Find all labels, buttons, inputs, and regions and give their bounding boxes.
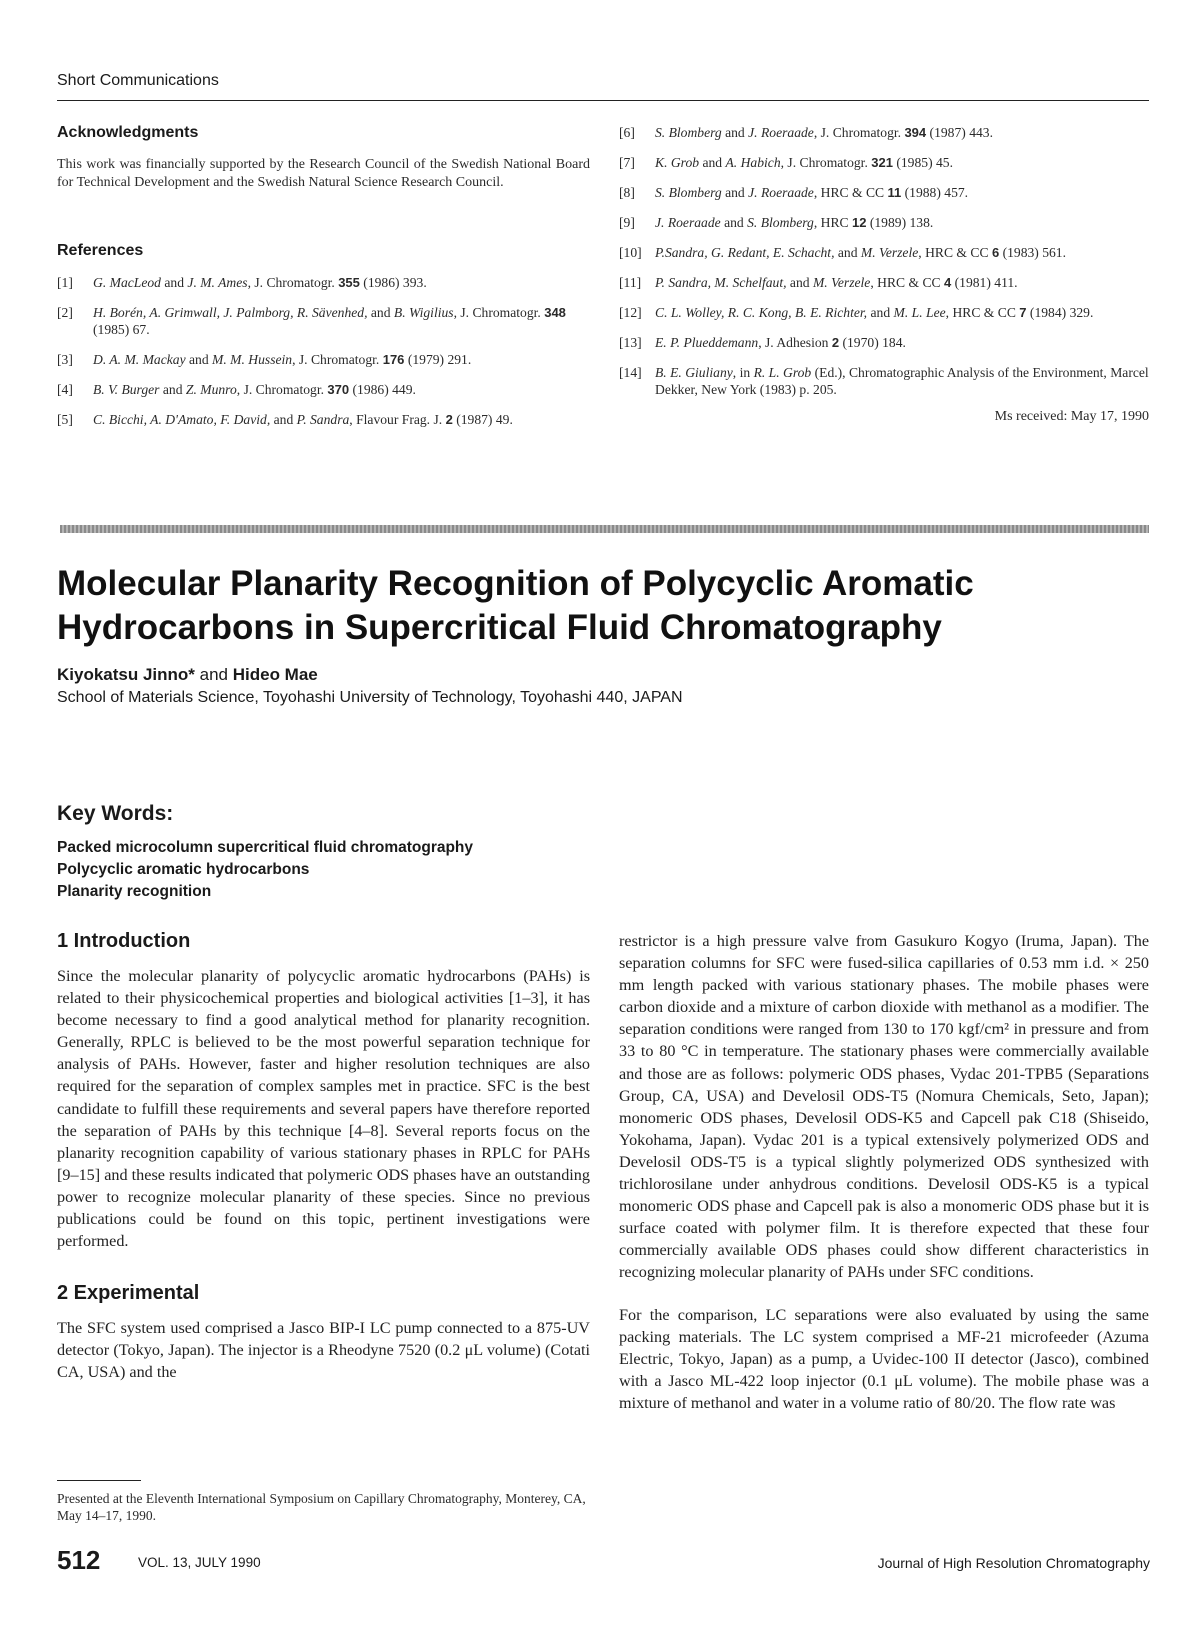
reference-pages: (1988) 457. <box>901 185 969 200</box>
reference-authors: K. Grob <box>655 155 700 170</box>
reference-volume: 321 <box>871 155 893 170</box>
reference-item <box>619 154 1149 171</box>
reference-pages: (1987) 443. <box>926 125 993 140</box>
reference-number: [3] <box>57 352 73 367</box>
reference-authors: Z. Munro <box>185 382 237 397</box>
reference-source: (Ed.), Chromatographic Analysis of the Environment, Marcel Dekker, New York (1983) p. 205. <box>655 365 1149 397</box>
reference-item <box>619 214 1149 231</box>
reference-number: [4] <box>57 382 73 397</box>
reference-authors: M. L. Lee <box>893 305 946 320</box>
reference-volume: 2 <box>445 412 453 427</box>
reference-number: [2] <box>57 305 73 320</box>
reference-authors: B. E. Giuliany <box>655 365 733 380</box>
reference-authors: C. L. Wolley, R. C. Kong, B. E. Richter, <box>655 305 868 320</box>
reference-text <box>655 154 1149 171</box>
reference-text <box>93 381 590 398</box>
header-rule <box>57 100 1149 101</box>
reference-authors: M. M. Hussein <box>212 352 293 367</box>
reference-joiner: and <box>867 305 894 320</box>
experimental-heading: 2 Experimental <box>57 1282 200 1305</box>
reference-authors: J. M. Ames <box>187 275 248 290</box>
reference-authors: C. Bicchi, A. D'Amato, F. David, <box>93 412 271 427</box>
reference-number: [8] <box>619 185 635 200</box>
reference-source: , HRC & CC <box>945 305 1020 320</box>
reference-joiner: and <box>185 352 213 367</box>
reference-item <box>619 244 1149 261</box>
reference-item <box>57 351 590 368</box>
reference-volume: 6 <box>991 245 1000 260</box>
reference-item <box>619 334 1149 351</box>
reference-number: [10] <box>619 245 642 260</box>
reference-number: [5] <box>57 412 73 427</box>
reference-pages: (1987) 49. <box>452 412 513 427</box>
running-head: Short Communications <box>57 72 219 89</box>
reference-volume: 355 <box>338 275 360 290</box>
lc-comparison-text: For the comparison, LC separations were also evaluated by using the same packing materials. The LC system comprised a MF-21 microfeeder (Azuma Electric, Tokyo, Japan) as a pump, a Uvidec-100 II detector (Jasco), combined with a Jasco ML-422 loop injector (0.1 μL volume). The mobile phase was a mixture of methanol and water in a volume ratio of 80/20. The flow rate was <box>619 1305 1149 1412</box>
reference-source: , HRC <box>813 215 852 230</box>
reference-item <box>57 274 590 291</box>
reference-authors: J. Roeraade <box>748 185 814 200</box>
article-title: Molecular Planarity Recognition of Polycyclic Aromatic Hydrocarbons in Supercritical Fluid Chromatography <box>57 564 974 647</box>
reference-joiner: and <box>270 412 297 427</box>
reference-joiner: and <box>699 155 726 170</box>
reference-source: , J. Chromatogr. <box>453 305 545 320</box>
reference-source: , J. Adhesion <box>758 335 832 350</box>
reference-text <box>93 274 590 291</box>
reference-joiner: and <box>159 382 186 397</box>
keywords-heading: Key Words: <box>57 802 174 825</box>
keywords-list <box>57 837 473 903</box>
reference-item <box>57 381 590 398</box>
reference-list-right <box>619 124 1149 398</box>
reference-text <box>655 304 1149 321</box>
reference-text <box>655 274 1149 291</box>
reference-number: [13] <box>619 335 642 350</box>
reference-source: , J. Chromatogr. <box>292 352 383 367</box>
reference-source: , HRC & CC <box>870 275 944 290</box>
reference-volume: 394 <box>904 125 927 140</box>
reference-text <box>655 214 1149 231</box>
reference-text <box>93 304 590 338</box>
reference-volume: 4 <box>944 275 952 290</box>
keyword-item: Polycyclic aromatic hydrocarbons <box>57 861 310 878</box>
reference-number: [9] <box>619 215 635 230</box>
reference-source: , Flavour Frag. J. <box>349 412 446 427</box>
reference-text <box>655 244 1149 261</box>
author-line <box>57 665 318 685</box>
reference-authors: A. Habich <box>725 155 781 170</box>
affiliation: School of Materials Science, Toyohashi University of Technology, Toyohashi 440, JAPAN <box>57 689 683 706</box>
reference-volume: 348 <box>544 305 566 320</box>
reference-volume: 370 <box>327 382 350 397</box>
author-2: Hideo Mae <box>232 665 318 684</box>
reference-pages: (1985) 67. <box>93 322 150 337</box>
reference-source: , HRC & CC <box>813 185 888 200</box>
reference-volume: 12 <box>851 215 867 230</box>
reference-pages: (1979) 291. <box>404 352 472 367</box>
acknowledgments-heading: Acknowledgments <box>57 124 199 141</box>
reference-pages: (1970) 184. <box>839 335 906 350</box>
reference-joiner: and <box>720 215 748 230</box>
reference-volume: 7 <box>1019 305 1027 320</box>
reference-number: [6] <box>619 125 635 140</box>
reference-authors: S. Blomberg <box>655 125 722 140</box>
reference-item <box>619 124 1149 141</box>
reference-source: , J. Chromatogr. <box>813 125 905 140</box>
reference-authors: R. L. Grob <box>753 365 812 380</box>
reference-pages: (1989) 138. <box>866 215 934 230</box>
reference-pages: (1986) 449. <box>349 382 416 397</box>
reference-text <box>93 351 590 368</box>
reference-text <box>655 364 1149 398</box>
footnote-rule <box>57 1480 141 1481</box>
introduction-heading: 1 Introduction <box>57 930 191 952</box>
journal-name: Journal of High Resolution Chromatography <box>877 1555 1150 1571</box>
reference-authors: D. A. M. Mackay <box>93 352 186 367</box>
keyword-item: Planarity recognition <box>57 883 212 900</box>
volume-line: VOL. 13, JULY 1990 <box>138 1555 261 1570</box>
body-left-column <box>57 930 590 1384</box>
reference-list-left <box>57 274 590 428</box>
reference-authors: S. Blomberg <box>655 185 722 200</box>
footnote: Presented at the Eleventh International Symposium on Capillary Chromatography, Monterey, CA, May 14–17, 1990. <box>57 1491 586 1523</box>
reference-source: , J. Chromatogr. <box>247 275 339 290</box>
reference-pages: (1984) 329. <box>1026 305 1094 320</box>
reference-joiner: and <box>721 125 749 140</box>
reference-item <box>57 304 590 338</box>
reference-item <box>619 274 1149 291</box>
ms-received: Ms received: May 17, 1990 <box>994 409 1149 424</box>
acknowledgments-text: This work was financially supported by the Research Council of the Swedish National Board for Technical Development and the Swedish Natural Science Research Council. <box>57 157 590 190</box>
reference-pages: (1981) 411. <box>951 275 1018 290</box>
reference-number: [11] <box>619 275 642 290</box>
reference-source: , J. Chromatogr. <box>780 155 872 170</box>
reference-authors: P.Sandra, G. Redant, E. Schacht, <box>655 245 835 260</box>
body-right-column <box>619 930 1149 1414</box>
reference-joiner: and <box>721 185 749 200</box>
reference-authors: M. Verzele <box>812 275 871 290</box>
page-number: 512 <box>57 1545 101 1575</box>
reference-authors: E. P. Plueddemann <box>655 335 759 350</box>
reference-authors: M. Verzele <box>860 245 919 260</box>
reference-item <box>57 411 590 428</box>
reference-pages: (1983) 561. <box>999 245 1066 260</box>
reference-pages: (1985) 45. <box>892 155 953 170</box>
reference-authors: H. Borén, A. Grimwall, J. Palmborg, R. Sävenhed, <box>93 305 368 320</box>
reference-number: [1] <box>57 275 73 290</box>
top-right-column <box>619 124 1149 425</box>
author-1: Kiyokatsu Jinno* <box>57 665 195 684</box>
reference-volume: 11 <box>887 185 902 200</box>
reference-authors: P. Sandra, M. Schelfaut, <box>655 275 787 290</box>
reference-text <box>655 334 1149 351</box>
reference-joiner: and <box>834 245 861 260</box>
reference-item <box>619 184 1149 201</box>
reference-authors: J. Roeraade <box>748 125 814 140</box>
reference-text <box>655 124 1149 141</box>
reference-number: [12] <box>619 305 642 320</box>
reference-text <box>655 184 1149 201</box>
keyword-item: Packed microcolumn supercritical fluid chromatography <box>57 839 474 856</box>
introduction-text: Since the molecular planarity of polycyclic aromatic hydrocarbons (PAHs) is related to their physicochemical properties and biological activities [1–3], it has become necessary to find a good analytical method for planarity recognition. Generally, RPLC is believed to be the most powerful separation technique for analysis of PAHs. However, faster and higher resolution techniques are also required for the separation of complex samples met in practice. SFC is the best candidate to fulfill these requirements and several papers have therefore reported the separation of PAHs by this technique [4–8]. Several reports focus on the planarity recognition capability of various stationary phases in RPLC for PAHs [9–15] and these results indicated that polymeric ODS phases have an outstanding power to recognize molecular planarity of these species. Since no previous publications could be found on this topic, pertinent investigations were performed. <box>57 967 590 1251</box>
reference-authors: J. Roeraade <box>655 215 721 230</box>
reference-source: , HRC & CC <box>918 245 992 260</box>
reference-number: [14] <box>619 365 642 380</box>
reference-item <box>619 364 1149 398</box>
section-divider-band <box>60 525 1149 533</box>
references-heading: References <box>57 242 144 259</box>
reference-volume: 176 <box>382 352 405 367</box>
author-and: and <box>194 665 233 684</box>
reference-text <box>93 411 590 428</box>
reference-number: [7] <box>619 155 635 170</box>
experimental-text: The SFC system used comprised a Jasco BIP-I LC pump connected to a 875-UV detector (Tokyo, Japan). The injector is a Rheodyne 7520 (0.2 μL volume) (Cotati CA, USA) and the <box>57 1319 590 1382</box>
reference-joiner: and <box>367 305 394 320</box>
reference-volume: 2 <box>831 335 840 350</box>
reference-pages: (1986) 393. <box>359 275 427 290</box>
reference-authors: S. Blomberg <box>747 215 814 230</box>
reference-source: , J. Chromatogr. <box>236 382 328 397</box>
reference-authors: G. MacLeod <box>93 275 161 290</box>
reference-authors: B. Wigilius <box>393 305 454 320</box>
reference-joiner: and <box>160 275 188 290</box>
reference-joiner: and <box>786 275 813 290</box>
reference-authors: P. Sandra <box>296 412 350 427</box>
reference-item <box>619 304 1149 321</box>
experimental-continued-text: restrictor is a high pressure valve from Gasukuro Kogyo (Iruma, Japan). The separation columns for SFC were fused-silica capillaries of 0.53 mm i.d. × 250 mm length packed with various stationary phases. The mobile phases were carbon dioxide and a mixture of carbon dioxide with methanol as a modifier. The separation conditions were ranged from 130 to 170 kgf/cm² in pressure and from 33 to 80 °C in temperature. The stationary phases were commercially available and those are as follows: polymeric ODS phases, Vydac 201-TPB5 (Separations Group, CA, USA) and Develosil ODS-T5 (Nomura Chemicals, Seto, Japan); monomeric ODS phases, Develosil ODS-K5 and Capcell pak C18 (Shiseido, Yokohama, Japan). Vydac 201 is a typical extensively polymerized ODS and Develosil ODS-T5 is a typical slightly polymerized ODS synthesized with trichlorosilane under anhydrous conditions. Develosil ODS-K5 is a typical monomeric ODS phase and Capcell pak is also a monomeric ODS phase but it is surface coated with polymer film. It is therefore expected that these four commercially available ODS phases could show different characteristics in recognizing molecular planarity of PAHs under SFC conditions. <box>619 932 1149 1282</box>
top-left-column <box>57 124 590 441</box>
reference-authors: B. V. Burger <box>93 382 160 397</box>
reference-joiner: , in <box>732 365 754 380</box>
